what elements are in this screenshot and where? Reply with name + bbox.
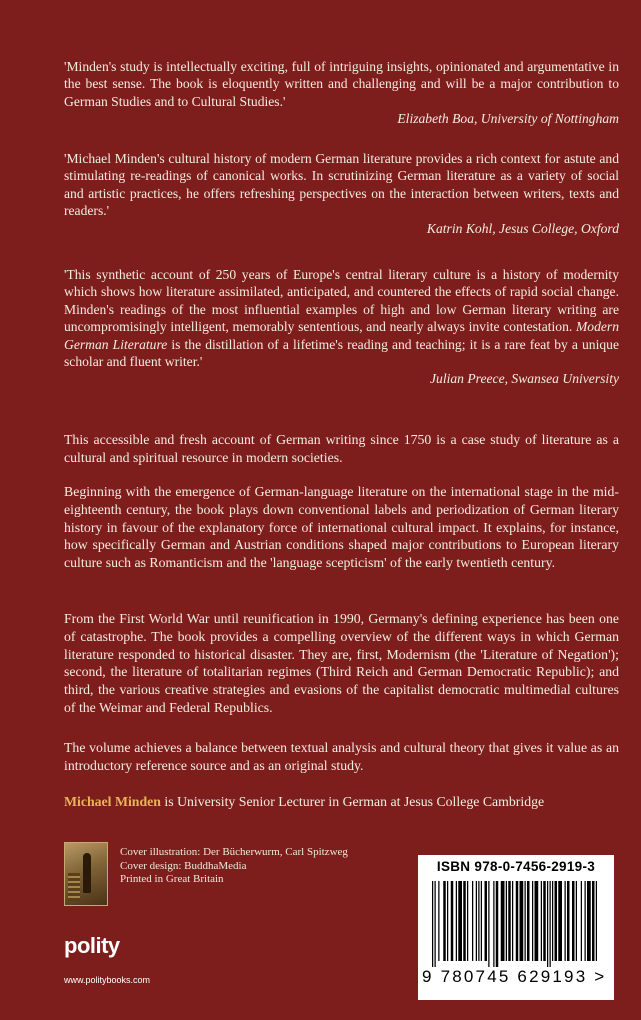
- barcode-bar: [520, 881, 524, 961]
- barcode-bar: [472, 881, 473, 961]
- barcode-digits: 9 780745 629193 >: [422, 967, 607, 986]
- cover-illustration-thumbnail: [64, 842, 108, 906]
- isbn-label: ISBN 978-0-7456-2919-3: [436, 859, 596, 874]
- book-title: Modern German Literature: [64, 319, 619, 352]
- barcode-bar: [485, 881, 488, 961]
- barcode-bar: [527, 881, 530, 961]
- barcode-bar: [447, 881, 448, 961]
- barcode-bar: [525, 881, 526, 961]
- barcode-bar: [438, 881, 439, 961]
- review-attribution: Julian Preece, Swansea University: [430, 371, 619, 387]
- barcode-bar: [476, 881, 477, 961]
- review-text: [64, 266, 619, 370]
- author-bio-text: is University Senior Lecturer in German at Jesus College Cambridge: [160, 794, 545, 809]
- barcode-bar: [516, 881, 519, 961]
- illustration-credit: Cover illustration: Der Bücherwurm, Carl Spitzweg: [120, 846, 348, 858]
- review-3: [64, 266, 619, 388]
- review-2: [64, 150, 619, 237]
- barcode-bar: [550, 881, 551, 967]
- barcode-bar: [576, 881, 577, 961]
- barcode-bar: [567, 881, 570, 961]
- barcode-bar: [585, 881, 586, 961]
- barcode-bar: [558, 881, 562, 961]
- barcode-bar: [481, 881, 482, 961]
- barcode-bar: [496, 881, 499, 967]
- review-text: 'Minden's study is intellectually exciting, full of intriguing insights, opinionated and argumentative in the best sense. The book is eloquently written and challenging and will be a major contribution to German Studies and to Cultural Studies.': [64, 59, 619, 109]
- barcode-bar: [501, 881, 505, 961]
- barcode-bar: [552, 881, 553, 961]
- cover-footer: [0, 835, 641, 1020]
- review-text-after: is the distillation of a lifetime's reading and teaching; it is a rare feat by a unique scholar and fluent writer.': [64, 336, 620, 370]
- author-name: Michael Minden: [64, 794, 161, 809]
- cover-credits: [120, 846, 348, 887]
- barcode-bar: [541, 881, 542, 961]
- barcode-bar: [493, 881, 494, 967]
- barcode-bar: [543, 881, 546, 961]
- barcode-bar: [488, 881, 489, 967]
- review-attribution: Katrin Kohl, Jesus College, Oxford: [426, 220, 619, 236]
- printed-credit: Printed in Great Britain: [120, 873, 224, 885]
- description-paragraph: From the First World War until reunification in 1990, Germany's defining experience has been one of catastrophe. The book provides a compelling overview of the different ways in which German literature responded to historical disaster. They are, first, Modernism (the 'Literature of Negation'); second, the literature of totalitarian regimes (Third Reich and German Democratic Republic); and third, the various creative strategies and evasions of the capitalist democratic multimedial cultures of the Weimar and Federal Republics.: [64, 611, 619, 715]
- review-text-before: 'This synthetic account of 250 years of Europe's central literary culture is a history of modernity which shows how literature assimilated, anticipated, and countered the effects of rapid social change. Minden's readings of the most influential examples of high and low German literary writing are uncompromisingly intelligent, memorably sententious, and nearly always invite contestation.: [64, 267, 619, 335]
- barcode-bar: [458, 881, 462, 961]
- polity-logo: polity: [64, 933, 120, 958]
- barcode-bar: [532, 881, 533, 961]
- barcode-bar: [432, 881, 433, 967]
- barcode-bar: [451, 881, 454, 961]
- barcode-panel: [418, 855, 614, 1000]
- review-text: 'Michael Minden's cultural history of modern German literature provides a rich context for astute and stimulating re-readings of canonical works. In scrutinizing German literature as a variety of social and artistic practices, he offers refreshing perspectives on the interaction between writers, texts and readers.': [64, 151, 619, 219]
- bookshelf-shape: [68, 873, 80, 901]
- barcode-bar: [435, 881, 436, 967]
- barcode-bar: [478, 881, 479, 961]
- barcode-bar: [512, 881, 513, 961]
- design-credit: Cover design: BuddhaMedia: [120, 859, 247, 872]
- barcode-bars: [430, 881, 602, 967]
- barcode-bar: [508, 881, 511, 961]
- barcode-bar: [565, 881, 566, 961]
- barcode-bar: [463, 881, 466, 961]
- figure-shape: [83, 853, 91, 893]
- barcode-bar: [587, 881, 591, 961]
- publisher-url: www.politybooks.com: [64, 975, 151, 985]
- description-paragraph: The volume achieves a balance between textual analysis and cultural theory that gives it value as an introductory reference source and as an original study.: [64, 740, 619, 773]
- review-1: [64, 58, 619, 128]
- barcode-bar: [596, 881, 597, 961]
- barcode-bar: [572, 881, 575, 961]
- barcode-bar: [581, 881, 582, 961]
- review-attribution: Elizabeth Boa, University of Nottingham: [397, 111, 619, 127]
- barcode-bar: [443, 881, 446, 961]
- description-paragraph: Beginning with the emergence of German-language literature on the international stage in the mid-eighteenth century, the book plays down conventional labels and periodization of German literary history in favour of the explanatory force of international cultural impact. It explains, for instance, how specifically German and Austrian conditions shaped major contributions to European literary culture such as Romanticism and the 'language scepticism' of the early twentieth century.: [64, 484, 619, 571]
- barcode-bar: [535, 881, 539, 961]
- barcode-bar: [467, 881, 468, 961]
- barcode-bar: [547, 881, 548, 967]
- author-bio: [64, 793, 619, 811]
- barcode-bar: [555, 881, 558, 961]
- description-paragraph: This accessible and fresh account of German writing since 1750 is a case study of literature as a cultural and spiritual resource in modern societies.: [64, 432, 619, 465]
- barcode-bar: [456, 881, 457, 961]
- barcode-bar: [506, 881, 507, 961]
- barcode-bar: [592, 881, 595, 961]
